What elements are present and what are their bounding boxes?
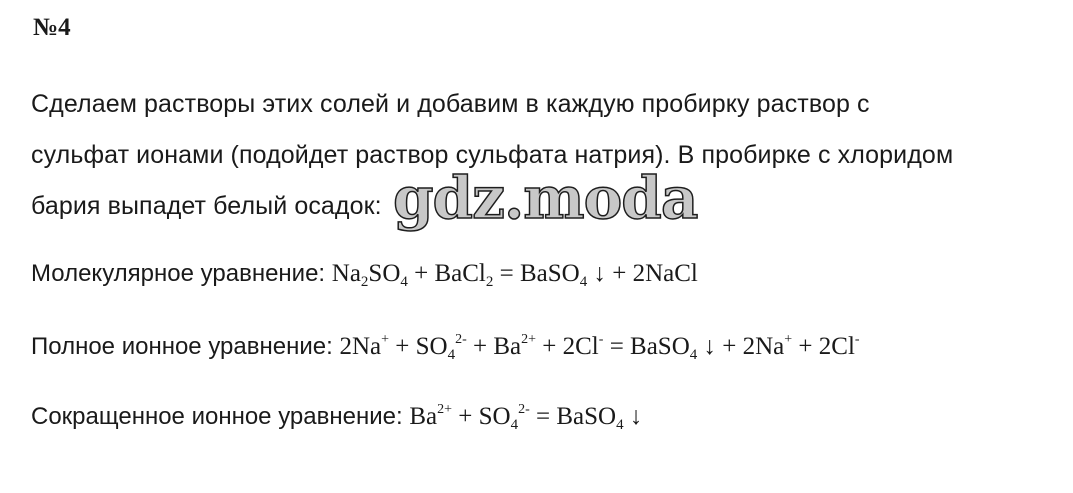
short-ionic-equation <box>31 402 642 432</box>
molecular-equation <box>31 259 698 289</box>
full-ionic-equation <box>31 332 860 362</box>
full-ionic-equation-formula: $2Na^+ + SO_4^{2-} + Ba^{2+} + 2Cl^-$ = BaSO$_4$ ↓ + 2Na+ + 2Cl- <box>339 332 860 363</box>
short-ionic-equation-formula: $Ba^{2+} + SO_4^{2-}$ = BaSO$_4$ ↓ <box>409 402 643 433</box>
molecular-equation-formula: $Na_2SO_4$ + BaCl$_2$ = BaSO$_4$ ↓ + 2NaCl <box>331 260 698 290</box>
paragraph-line-3: бария выпадет белый осадок: <box>31 192 382 220</box>
task-number: №4 <box>33 14 71 41</box>
short-ionic-equation-label: Сокращенное ионное уравнение: <box>31 403 403 430</box>
paragraph-line-2: сульфат ионами (подойдет раствор сульфата натрия). В пробирке с хлоридом <box>31 141 954 169</box>
paragraph-line-1: Сделаем растворы этих солей и добавим в каждую пробирку раствор с <box>31 90 870 118</box>
watermark-logo: gdz.moda <box>393 164 698 232</box>
molecular-equation-label: Молекулярное уравнение: <box>31 260 326 287</box>
full-ionic-equation-label: Полное ионное уравнение: <box>31 333 333 360</box>
